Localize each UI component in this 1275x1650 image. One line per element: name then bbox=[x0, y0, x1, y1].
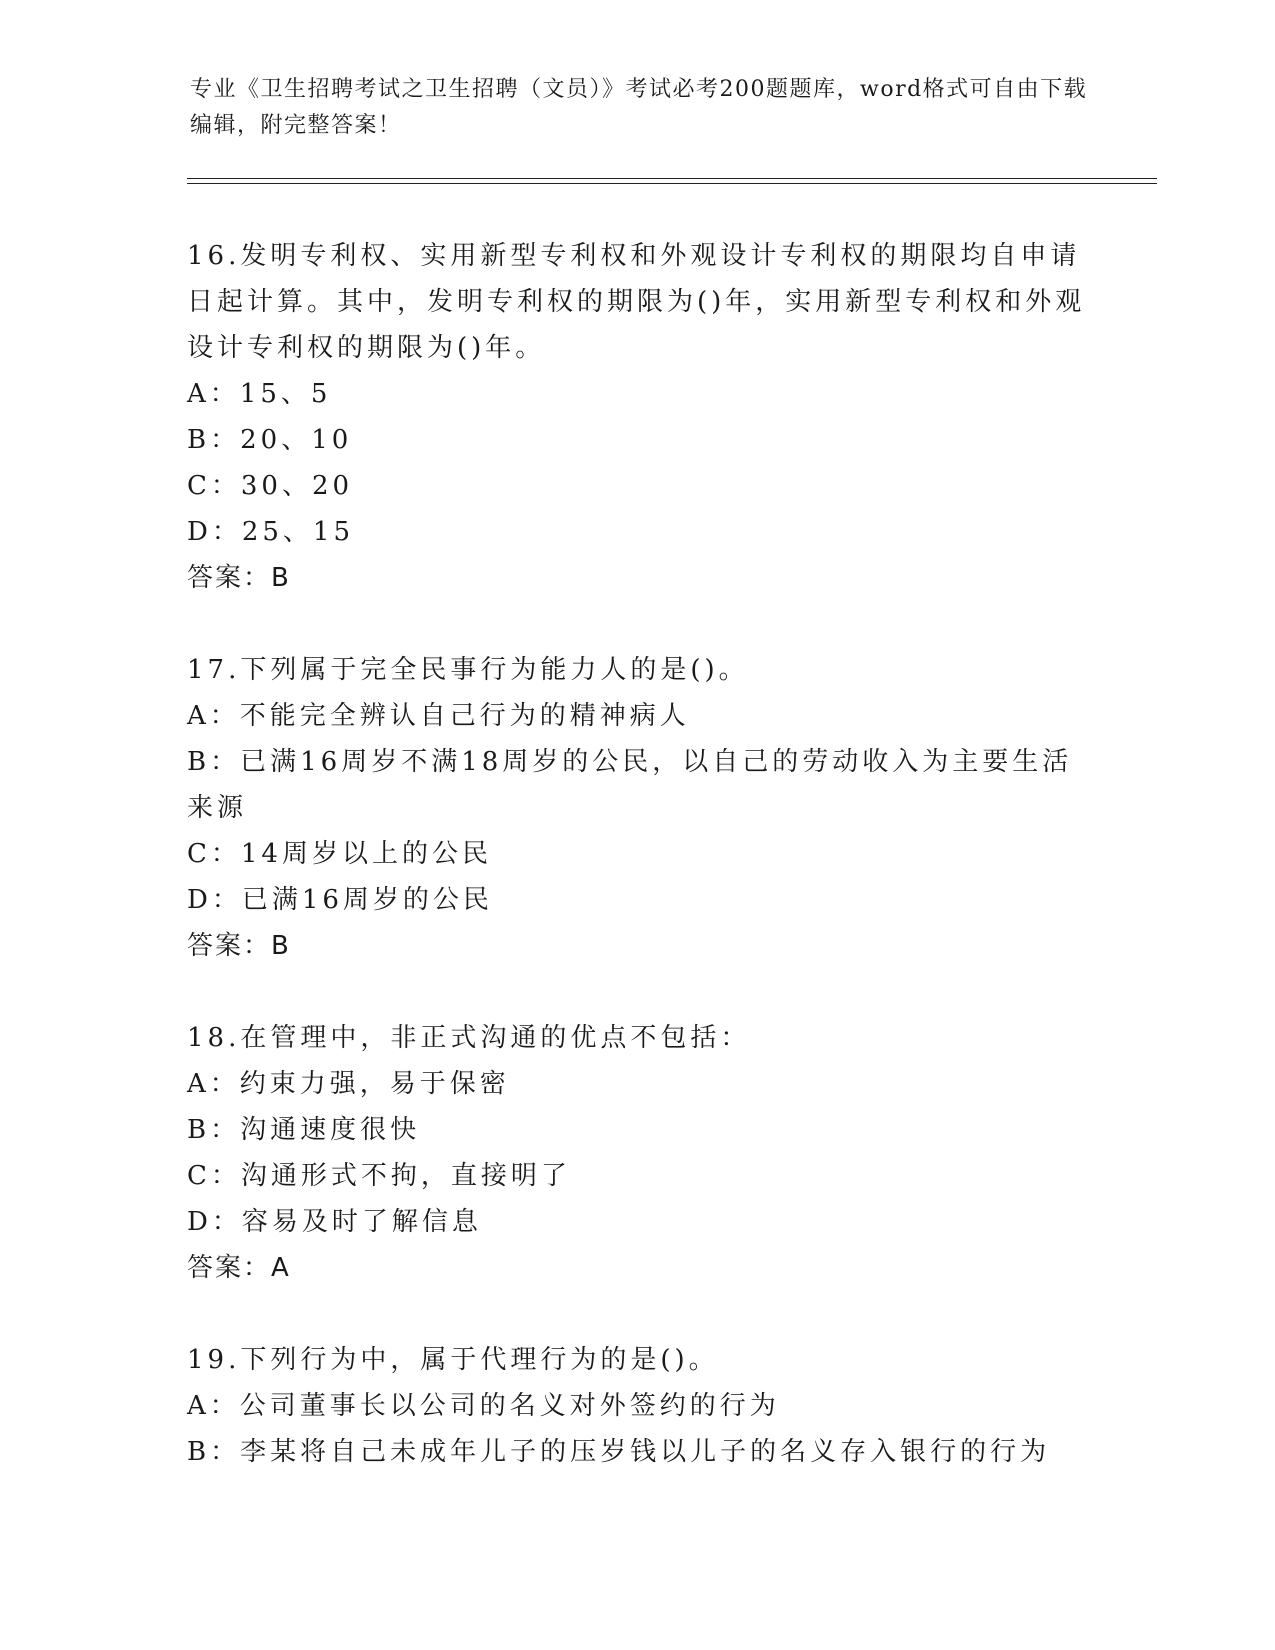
option-b: B：已满16周岁不满18周岁的公民，以自己的劳动收入为主要生活来源 bbox=[187, 747, 1073, 823]
option-a: A：约束力强，易于保密 bbox=[187, 1069, 510, 1099]
option-d: D：已满16周岁的公民 bbox=[187, 885, 493, 915]
question-16 bbox=[187, 233, 1087, 601]
option-a: A：不能完全辨认自己行为的精神病人 bbox=[187, 701, 690, 731]
option-d: D：容易及时了解信息 bbox=[187, 1207, 482, 1237]
header-divider-top bbox=[187, 178, 1157, 179]
question-stem: 19.下列行为中，属于代理行为的是()。 bbox=[187, 1345, 719, 1375]
header-divider-bottom bbox=[187, 183, 1157, 184]
question-list bbox=[187, 233, 1087, 1521]
question-stem: 18.在管理中，非正式沟通的优点不包括： bbox=[187, 1023, 751, 1053]
question-stem: 17.下列属于完全民事行为能力人的是()。 bbox=[187, 655, 749, 685]
document-header: 专业《卫生招聘考试之卫生招聘（文员）》考试必考200题题库，word格式可自由下载编辑，附完整答案！ bbox=[190, 77, 1088, 138]
option-d: D：25、15 bbox=[187, 517, 355, 547]
question-stem: 16.发明专利权、实用新型专利权和外观设计专利权的期限均自申请日起计算。其中，发明专利权的期限为()年，实用新型专利权和外观设计专利权的期限为()年。 bbox=[187, 241, 1086, 363]
option-b: B：沟通速度很快 bbox=[187, 1115, 421, 1145]
answer: 答案：B bbox=[187, 931, 291, 961]
option-c: C：沟通形式不拘，直接明了 bbox=[187, 1161, 571, 1191]
question-19 bbox=[187, 1337, 1087, 1475]
answer: 答案：B bbox=[187, 563, 291, 593]
option-b: B：20、10 bbox=[187, 425, 353, 455]
question-17 bbox=[187, 647, 1087, 969]
answer: 答案：A bbox=[187, 1253, 291, 1283]
option-c: C：14周岁以上的公民 bbox=[187, 839, 492, 869]
option-a: A：15、5 bbox=[187, 379, 332, 409]
option-b: B：李某将自己未成年儿子的压岁钱以儿子的名义存入银行的行为 bbox=[187, 1437, 1051, 1467]
option-a: A：公司董事长以公司的名义对外签约的行为 bbox=[187, 1391, 780, 1421]
question-18 bbox=[187, 1015, 1087, 1291]
option-c: C：30、20 bbox=[187, 471, 354, 501]
